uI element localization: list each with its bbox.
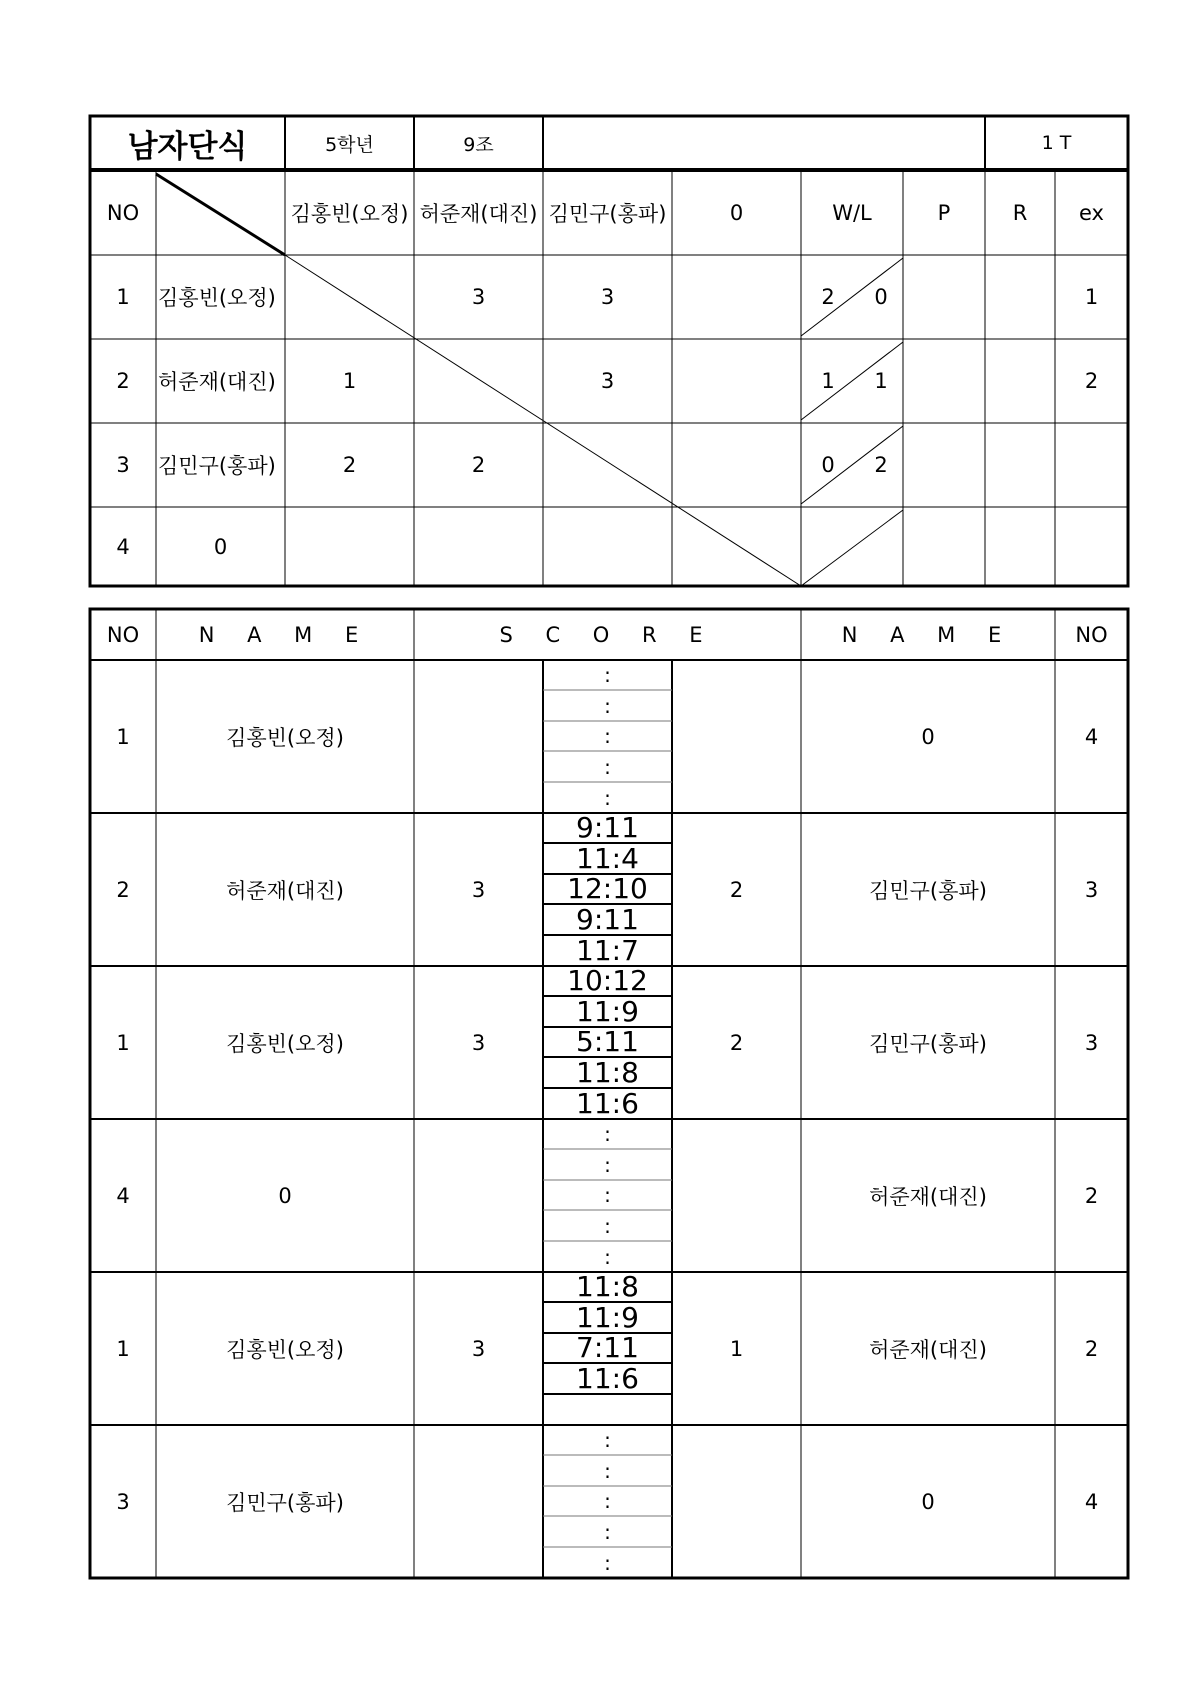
rr-win (813, 507, 843, 586)
rr-r (985, 507, 1055, 586)
rr-p-header: P (937, 200, 951, 225)
game-score: : (604, 1489, 611, 1514)
rr-ex (1055, 423, 1128, 507)
match-left-name: 허준재(대진) (226, 878, 344, 903)
rr-ex: 2 (1084, 369, 1099, 393)
match-left-name: 0 (278, 1183, 292, 1208)
rr-loss: 2 (874, 453, 888, 477)
rr-player-header: 김홍빈(오정) (290, 201, 409, 226)
game-score: 11:8 (576, 1270, 639, 1304)
rr-r (985, 339, 1055, 423)
match-right-name: 허준재(대진) (869, 1184, 987, 1209)
game-score: : (604, 663, 611, 688)
rr-player-header: 0 (729, 200, 744, 225)
rr-row-name: 허준재(대진) (158, 370, 276, 394)
rr-p (903, 339, 985, 423)
game-score: : (604, 724, 611, 749)
game-score: 9:11 (576, 903, 639, 937)
game-score: 9:11 (576, 811, 639, 845)
rr-score-cell (414, 507, 543, 586)
match-right-score (672, 1119, 801, 1272)
rr-r (985, 423, 1055, 507)
match-right-score (672, 660, 801, 813)
rr-score-cell (285, 507, 414, 586)
rr-row-name: 김홍빈(오정) (158, 286, 276, 310)
rr-row-name: 김민구(홍파) (158, 454, 276, 478)
game-score: 7:11 (576, 1331, 639, 1365)
match-left-score: 3 (471, 877, 486, 902)
rr-player-header: 김민구(홍파) (548, 201, 667, 226)
rr-p (903, 255, 985, 339)
rr-ex: 1 (1084, 285, 1099, 309)
match-left-score (414, 1119, 543, 1272)
match-right-score (672, 1425, 801, 1578)
game-score (543, 1394, 672, 1425)
match-left-no: 1 (116, 1030, 130, 1055)
rr-row-no: 1 (116, 285, 130, 309)
game-score: 11:6 (576, 1086, 639, 1120)
match-right-name: 허준재(대진) (869, 1337, 987, 1362)
rr-score-cell (672, 507, 801, 586)
game-score: 11:9 (576, 1300, 639, 1334)
game-score: 11:7 (576, 933, 639, 967)
match-left-name: 김홍빈(오정) (226, 1337, 344, 1362)
rr-r (985, 255, 1055, 339)
match-left-no: 2 (116, 877, 130, 902)
rr-wl-header: W/L (832, 200, 872, 225)
game-score: 11:6 (576, 1362, 639, 1396)
game-score: 10:12 (567, 964, 648, 998)
match-right-no: 2 (1084, 1183, 1099, 1208)
rr-score-cell: 3 (600, 369, 615, 393)
match-right-score: 2 (729, 877, 744, 902)
rr-score-cell: 1 (342, 369, 357, 393)
game-score: 11:4 (576, 841, 639, 875)
game-score: : (604, 1520, 611, 1545)
rr-score-cell: 3 (471, 285, 486, 309)
match-right-name: 0 (921, 724, 935, 749)
match-left-name: 김홍빈(오정) (226, 725, 344, 750)
match-right-score: 2 (729, 1030, 744, 1055)
rr-player-header: 허준재(대진) (419, 201, 538, 226)
rr-loss: 1 (874, 369, 888, 393)
game-score: 11:9 (576, 994, 639, 1028)
rr-row-no: 4 (116, 534, 130, 559)
rr-score-cell (543, 507, 672, 586)
rr-row-no: 3 (116, 453, 130, 477)
rr-p (903, 507, 985, 586)
match-left-no: 3 (116, 1489, 130, 1514)
match-right-no: 4 (1084, 724, 1099, 749)
match-left-no: 4 (116, 1183, 130, 1208)
match-left-no: 1 (116, 724, 130, 749)
rr-score-cell: 2 (471, 453, 486, 477)
group-label: 9조 (463, 133, 494, 156)
rr-loss (866, 507, 896, 586)
match-left-score (414, 660, 543, 813)
rr-ex-header: ex (1079, 200, 1104, 225)
rr-no-header: NO (106, 200, 140, 225)
game-score: : (604, 755, 611, 780)
rr-p (903, 423, 985, 507)
rr-score-cell (672, 255, 801, 339)
match-left-score: 3 (471, 1030, 486, 1055)
match-left-name: 김민구(홍파) (226, 1490, 344, 1515)
rr-row-name: 0 (213, 534, 228, 559)
rr-loss: 0 (874, 285, 888, 309)
match-right-name: 김민구(홍파) (869, 1031, 987, 1056)
event-title: 남자단식 (127, 128, 248, 165)
rr-score-cell: 2 (342, 453, 357, 477)
game-score: 12:10 (567, 872, 648, 906)
rr-win: 2 (821, 285, 835, 309)
game-score: : (604, 1428, 611, 1453)
game-score: : (604, 1214, 611, 1239)
rr-score-cell (672, 339, 801, 423)
match-score-header: S C O R E (499, 622, 716, 647)
rr-score-cell: 3 (600, 285, 615, 309)
match-right-no: 4 (1084, 1489, 1099, 1514)
grade-label: 5학년 (325, 133, 374, 156)
game-score: : (604, 1152, 611, 1177)
match-left-no: 1 (116, 1336, 130, 1361)
game-score: : (604, 1550, 611, 1575)
match-no-header: NO (1075, 622, 1108, 647)
rr-score-cell (672, 423, 801, 507)
rr-row-no: 2 (116, 369, 130, 393)
game-score: : (604, 1122, 611, 1147)
match-name-header: N A M E (841, 622, 1015, 647)
match-right-name: 0 (921, 1489, 935, 1514)
game-score: : (604, 1183, 611, 1208)
rr-win: 0 (821, 453, 835, 477)
game-score: 5:11 (576, 1025, 639, 1059)
match-right-no: 3 (1084, 1030, 1099, 1055)
match-left-score (414, 1425, 543, 1578)
match-left-score: 3 (471, 1336, 486, 1361)
rr-ex (1055, 507, 1128, 586)
match-right-name: 김민구(홍파) (869, 878, 987, 903)
match-name-header: N A M E (198, 622, 372, 647)
game-score: : (604, 785, 611, 810)
table-number: 1 T (1041, 132, 1072, 154)
game-score: : (604, 693, 611, 718)
match-right-no: 3 (1084, 877, 1099, 902)
rr-score-cell (414, 339, 543, 423)
match-no-header: NO (106, 622, 140, 647)
match-right-no: 2 (1084, 1336, 1099, 1361)
game-score: : (604, 1244, 611, 1269)
rr-win: 1 (821, 369, 835, 393)
header-blank (543, 116, 985, 170)
game-score: 11:8 (576, 1056, 639, 1090)
rr-score-cell (543, 423, 672, 507)
match-right-score: 1 (729, 1336, 744, 1361)
rr-r-header: R (1012, 200, 1028, 225)
match-left-name: 김홍빈(오정) (226, 1031, 344, 1056)
game-score: : (604, 1458, 611, 1483)
rr-score-cell (285, 255, 414, 339)
